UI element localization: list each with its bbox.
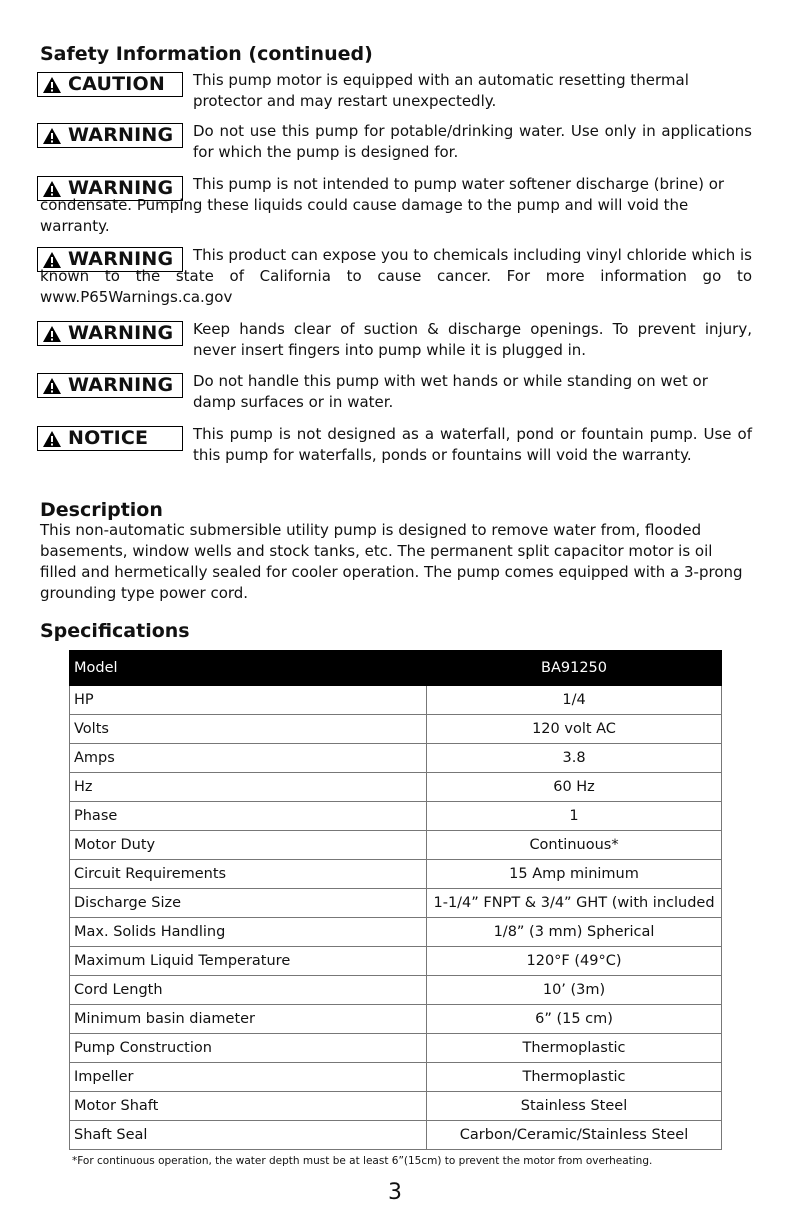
warning-badge xyxy=(37,176,183,201)
table-row xyxy=(70,918,722,947)
spec-value: 3.8 xyxy=(427,744,722,773)
spec-value: 120°F (49°C) xyxy=(427,947,722,976)
table-row xyxy=(70,773,722,802)
badge-label: NOTICE xyxy=(68,427,149,449)
spec-label: Impeller xyxy=(70,1063,427,1092)
spec-label: Amps xyxy=(70,744,427,773)
badge-label: WARNING xyxy=(68,374,174,396)
notice-warning-brine xyxy=(40,174,752,238)
notice-warning-wet xyxy=(40,371,752,417)
spec-value: Carbon/Ceramic/Stainless Steel xyxy=(427,1121,722,1150)
table-row xyxy=(70,1121,722,1150)
safety-heading: Safety Information (continued) xyxy=(40,43,373,65)
spec-label: Cord Length xyxy=(70,976,427,1005)
warning-triangle-icon xyxy=(42,325,62,343)
spec-value: 1/8” (3 mm) Spherical xyxy=(427,918,722,947)
page-number: 3 xyxy=(388,1180,402,1205)
warning-badge xyxy=(37,123,183,148)
badge-label: WARNING xyxy=(68,177,174,199)
spec-label: Volts xyxy=(70,715,427,744)
spec-value: 1/4 xyxy=(427,686,722,715)
notice-warning-p65 xyxy=(40,245,752,309)
notice-caution xyxy=(40,70,752,116)
table-row xyxy=(70,1034,722,1063)
notice-text: This pump motor is equipped with an automatic resetting thermal protector and may restart unexpectedly. xyxy=(193,71,689,110)
description-heading: Description xyxy=(40,499,163,521)
spec-label: Shaft Seal xyxy=(70,1121,427,1150)
warning-triangle-icon xyxy=(42,377,62,395)
badge-label: WARNING xyxy=(68,248,174,270)
spec-label: Pump Construction xyxy=(70,1034,427,1063)
specifications-heading: Specifications xyxy=(40,620,190,642)
spec-value: 1 xyxy=(427,802,722,831)
spec-value: 6” (15 cm) xyxy=(427,1005,722,1034)
footnote: *For continuous operation, the water depth must be at least 6”(15cm) to prevent the motor from overheating. xyxy=(72,1155,653,1167)
warning-badge xyxy=(37,247,183,272)
spec-value: Thermoplastic xyxy=(427,1063,722,1092)
notice-text: This pump is not intended to pump water softener discharge (brine) or condensate. Pumping these liquids could cause damage to the pump and will void the warranty. xyxy=(40,175,725,235)
spec-label: Motor Shaft xyxy=(70,1092,427,1121)
spec-label: Motor Duty xyxy=(70,831,427,860)
warning-triangle-icon xyxy=(42,76,62,94)
table-row xyxy=(70,1005,722,1034)
table-row xyxy=(70,686,722,715)
notice-text: This pump is not designed as a waterfall, pond or fountain pump. Use of this pump for waterfalls, ponds or fountains will void the warranty. xyxy=(193,425,752,464)
table-row xyxy=(70,976,722,1005)
table-row xyxy=(70,1092,722,1121)
spec-label: Discharge Size xyxy=(70,889,427,918)
table-row xyxy=(70,1063,722,1092)
table-row xyxy=(70,744,722,773)
caution-badge xyxy=(37,72,183,97)
specifications-table xyxy=(69,650,722,1150)
notice-notice-fountain xyxy=(40,424,752,490)
warning-triangle-icon xyxy=(42,251,62,269)
spec-label: HP xyxy=(70,686,427,715)
header-cell: BA91250 xyxy=(427,651,722,686)
spec-value: 10’ (3m) xyxy=(427,976,722,1005)
spec-label: Max. Solids Handling xyxy=(70,918,427,947)
table-header-row xyxy=(70,651,722,686)
badge-label: WARNING xyxy=(68,124,174,146)
spec-value: 120 volt AC xyxy=(427,715,722,744)
table-row xyxy=(70,860,722,889)
notice-warning-hands xyxy=(40,319,752,365)
table-row xyxy=(70,889,722,918)
spec-value: Thermoplastic xyxy=(427,1034,722,1063)
warning-badge xyxy=(37,373,183,398)
warning-triangle-icon xyxy=(42,180,62,198)
table-row xyxy=(70,947,722,976)
notice-badge xyxy=(37,426,183,451)
notice-text: Keep hands clear of suction & discharge openings. To prevent injury, never insert fingers into pump while it is plugged in. xyxy=(193,320,752,359)
table-row xyxy=(70,802,722,831)
spec-value: Stainless Steel xyxy=(427,1092,722,1121)
badge-label: WARNING xyxy=(68,322,174,344)
warning-badge xyxy=(37,321,183,346)
spec-value: 60 Hz xyxy=(427,773,722,802)
notice-text: Do not handle this pump with wet hands or while standing on wet or damp surfaces or in water. xyxy=(193,372,708,411)
warning-triangle-icon xyxy=(42,127,62,145)
table-row xyxy=(70,831,722,860)
spec-label: Maximum Liquid Temperature xyxy=(70,947,427,976)
warning-triangle-icon xyxy=(42,430,62,448)
spec-label: Hz xyxy=(70,773,427,802)
notice-text: This product can expose you to chemicals including vinyl chloride which is known to the state of California to cause cancer. For more information go to www.P65Warnings.ca.gov xyxy=(40,246,752,306)
spec-label: Phase xyxy=(70,802,427,831)
spec-label: Minimum basin diameter xyxy=(70,1005,427,1034)
badge-label: CAUTION xyxy=(68,73,165,95)
notice-text: Do not use this pump for potable/drinking water. Use only in applications for which the pump is designed for. xyxy=(193,122,752,161)
table-row xyxy=(70,715,722,744)
spec-value: 15 Amp minimum xyxy=(427,860,722,889)
spec-label: Circuit Requirements xyxy=(70,860,427,889)
description-text: This non-automatic submersible utility pump is designed to remove water from, flooded basements, window wells and stock tanks, etc. The permanent split capacitor motor is oil filled and hermetically sealed for cooler operation. The pump comes equipped with a 3-prong grounding type power cord. xyxy=(40,521,743,602)
header-cell: Model xyxy=(70,651,427,686)
notice-warning-potable xyxy=(40,121,752,167)
spec-value: Continuous* xyxy=(427,831,722,860)
spec-value: 1-1/4” FNPT & 3/4” GHT (with included xyxy=(427,889,722,918)
